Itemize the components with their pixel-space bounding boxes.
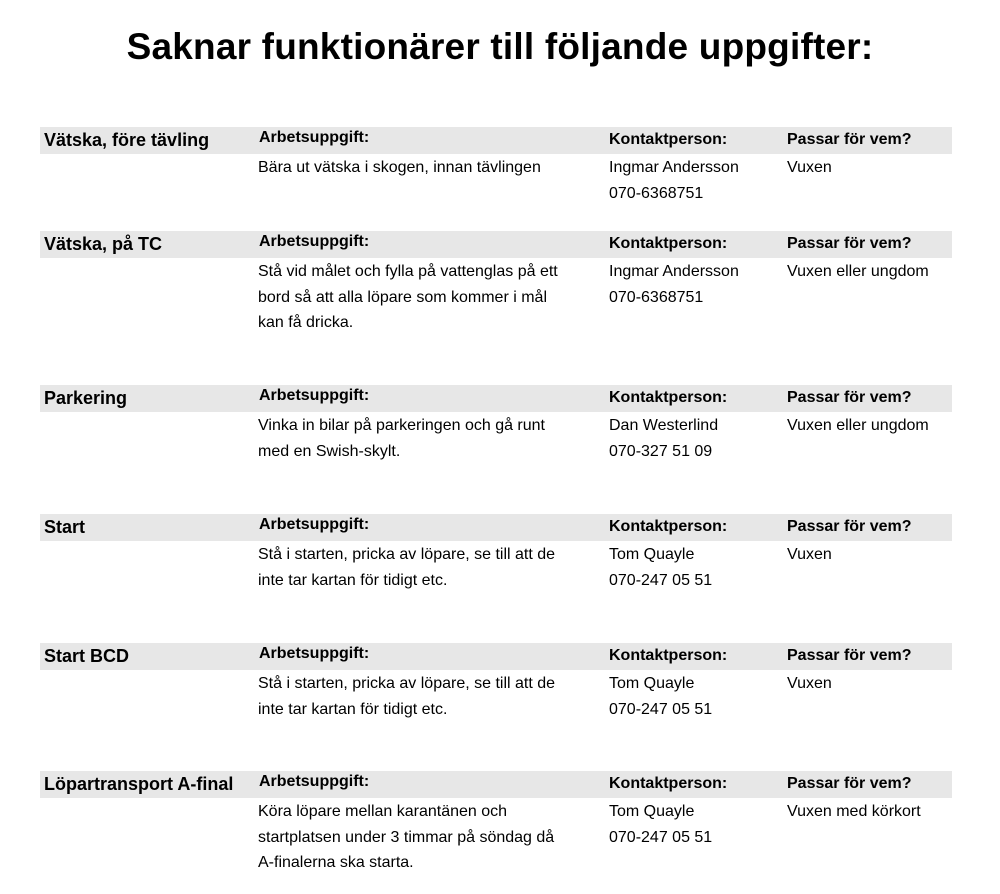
task-description [258,259,603,336]
work-label: Arbetsuppgift: [259,773,370,790]
contact-person [609,671,784,722]
work-label: Arbetsuppgift: [259,516,370,533]
description-line: bord så att alla löpare som kommer i mål [258,288,547,306]
task-name: Parkering [44,388,128,408]
work-label: Arbetsuppgift: [259,129,370,146]
work-label: Arbetsuppgift: [259,387,370,404]
work-label: Arbetsuppgift: [259,645,370,662]
task-description [258,542,603,593]
task-description [258,413,603,464]
task-name: Start BCD [44,646,130,666]
suitable-label: Passar för vem? [787,775,912,792]
contact-name: Dan Westerlind [609,417,719,434]
description-line: Bära ut vätska i skogen, innan tävlingen [258,159,541,176]
description-line: inte tar kartan för tidigt etc. [258,571,448,589]
description-line: inte tar kartan för tidigt etc. [258,700,448,718]
suitable-label: Passar för vem? [787,131,912,148]
description-line: A-finalerna ska starta. [258,854,414,871]
description-line: Vinka in bilar på parkeringen och gå runt [258,417,545,434]
suitable-label: Passar för vem? [787,235,912,252]
contact-phone: 070-327 51 09 [609,442,713,460]
contact-phone: 070-247 05 51 [609,571,713,589]
task-row [40,643,952,718]
contact-label: Kontaktperson: [609,389,728,406]
suitable-label: Passar för vem? [787,647,912,664]
page-title: Saknar funktionärer till följande uppgifter: [126,26,874,67]
contact-name: Ingmar Andersson [609,159,739,176]
task-header [40,127,952,154]
contact-name: Tom Quayle [609,546,695,563]
suitable-for: Vuxen eller ungdom [787,417,929,434]
contact-label: Kontaktperson: [609,775,728,792]
task-name: Löpartransport A-final [44,774,234,794]
task-name: Vätska, före tävling [44,130,210,150]
description-line: startplatsen under 3 timmar på söndag då [258,828,555,846]
task-row [40,514,952,589]
contact-person [609,413,784,464]
contact-person [609,542,784,593]
suitable-for: Vuxen [787,546,832,563]
work-label: Arbetsuppgift: [259,233,370,250]
contact-name: Tom Quayle [609,675,695,692]
contact-label: Kontaktperson: [609,647,728,664]
task-description [258,799,603,876]
suitable-for: Vuxen med körkort [787,803,921,820]
description-line: Köra löpare mellan karantänen och [258,803,508,820]
description-line: Stå vid målet och fylla på vattenglas på ett [258,263,558,280]
task-description [258,155,603,181]
suitable-for: Vuxen [787,159,832,176]
contact-phone: 070-6368751 [609,288,704,306]
suitable-for: Vuxen [787,675,832,692]
contact-name: Tom Quayle [609,803,695,820]
contact-person [609,155,784,206]
description-line: kan få dricka. [258,314,354,331]
contact-label: Kontaktperson: [609,131,728,148]
task-name: Start [44,517,86,537]
description-line: Stå i starten, pricka av löpare, se till att de [258,546,556,563]
task-header [40,771,952,798]
suitable-label: Passar för vem? [787,389,912,406]
task-row [40,127,952,202]
task-name: Vätska, på TC [44,234,163,254]
task-header [40,231,952,258]
contact-label: Kontaktperson: [609,518,728,535]
contact-phone: 070-247 05 51 [609,700,713,718]
suitable-for: Vuxen eller ungdom [787,263,929,280]
contact-person [609,799,784,850]
task-row [40,231,952,331]
contact-label: Kontaktperson: [609,235,728,252]
task-header [40,643,952,670]
suitable-label: Passar för vem? [787,518,912,535]
task-header [40,514,952,541]
contact-person [609,259,784,310]
contact-phone: 070-6368751 [609,184,704,202]
description-line: Stå i starten, pricka av löpare, se till att de [258,675,556,692]
task-row [40,771,952,871]
task-description [258,671,603,722]
task-header [40,385,952,412]
description-line: med en Swish-skylt. [258,442,401,460]
contact-name: Ingmar Andersson [609,263,739,280]
task-row [40,385,952,460]
contact-phone: 070-247 05 51 [609,828,713,846]
